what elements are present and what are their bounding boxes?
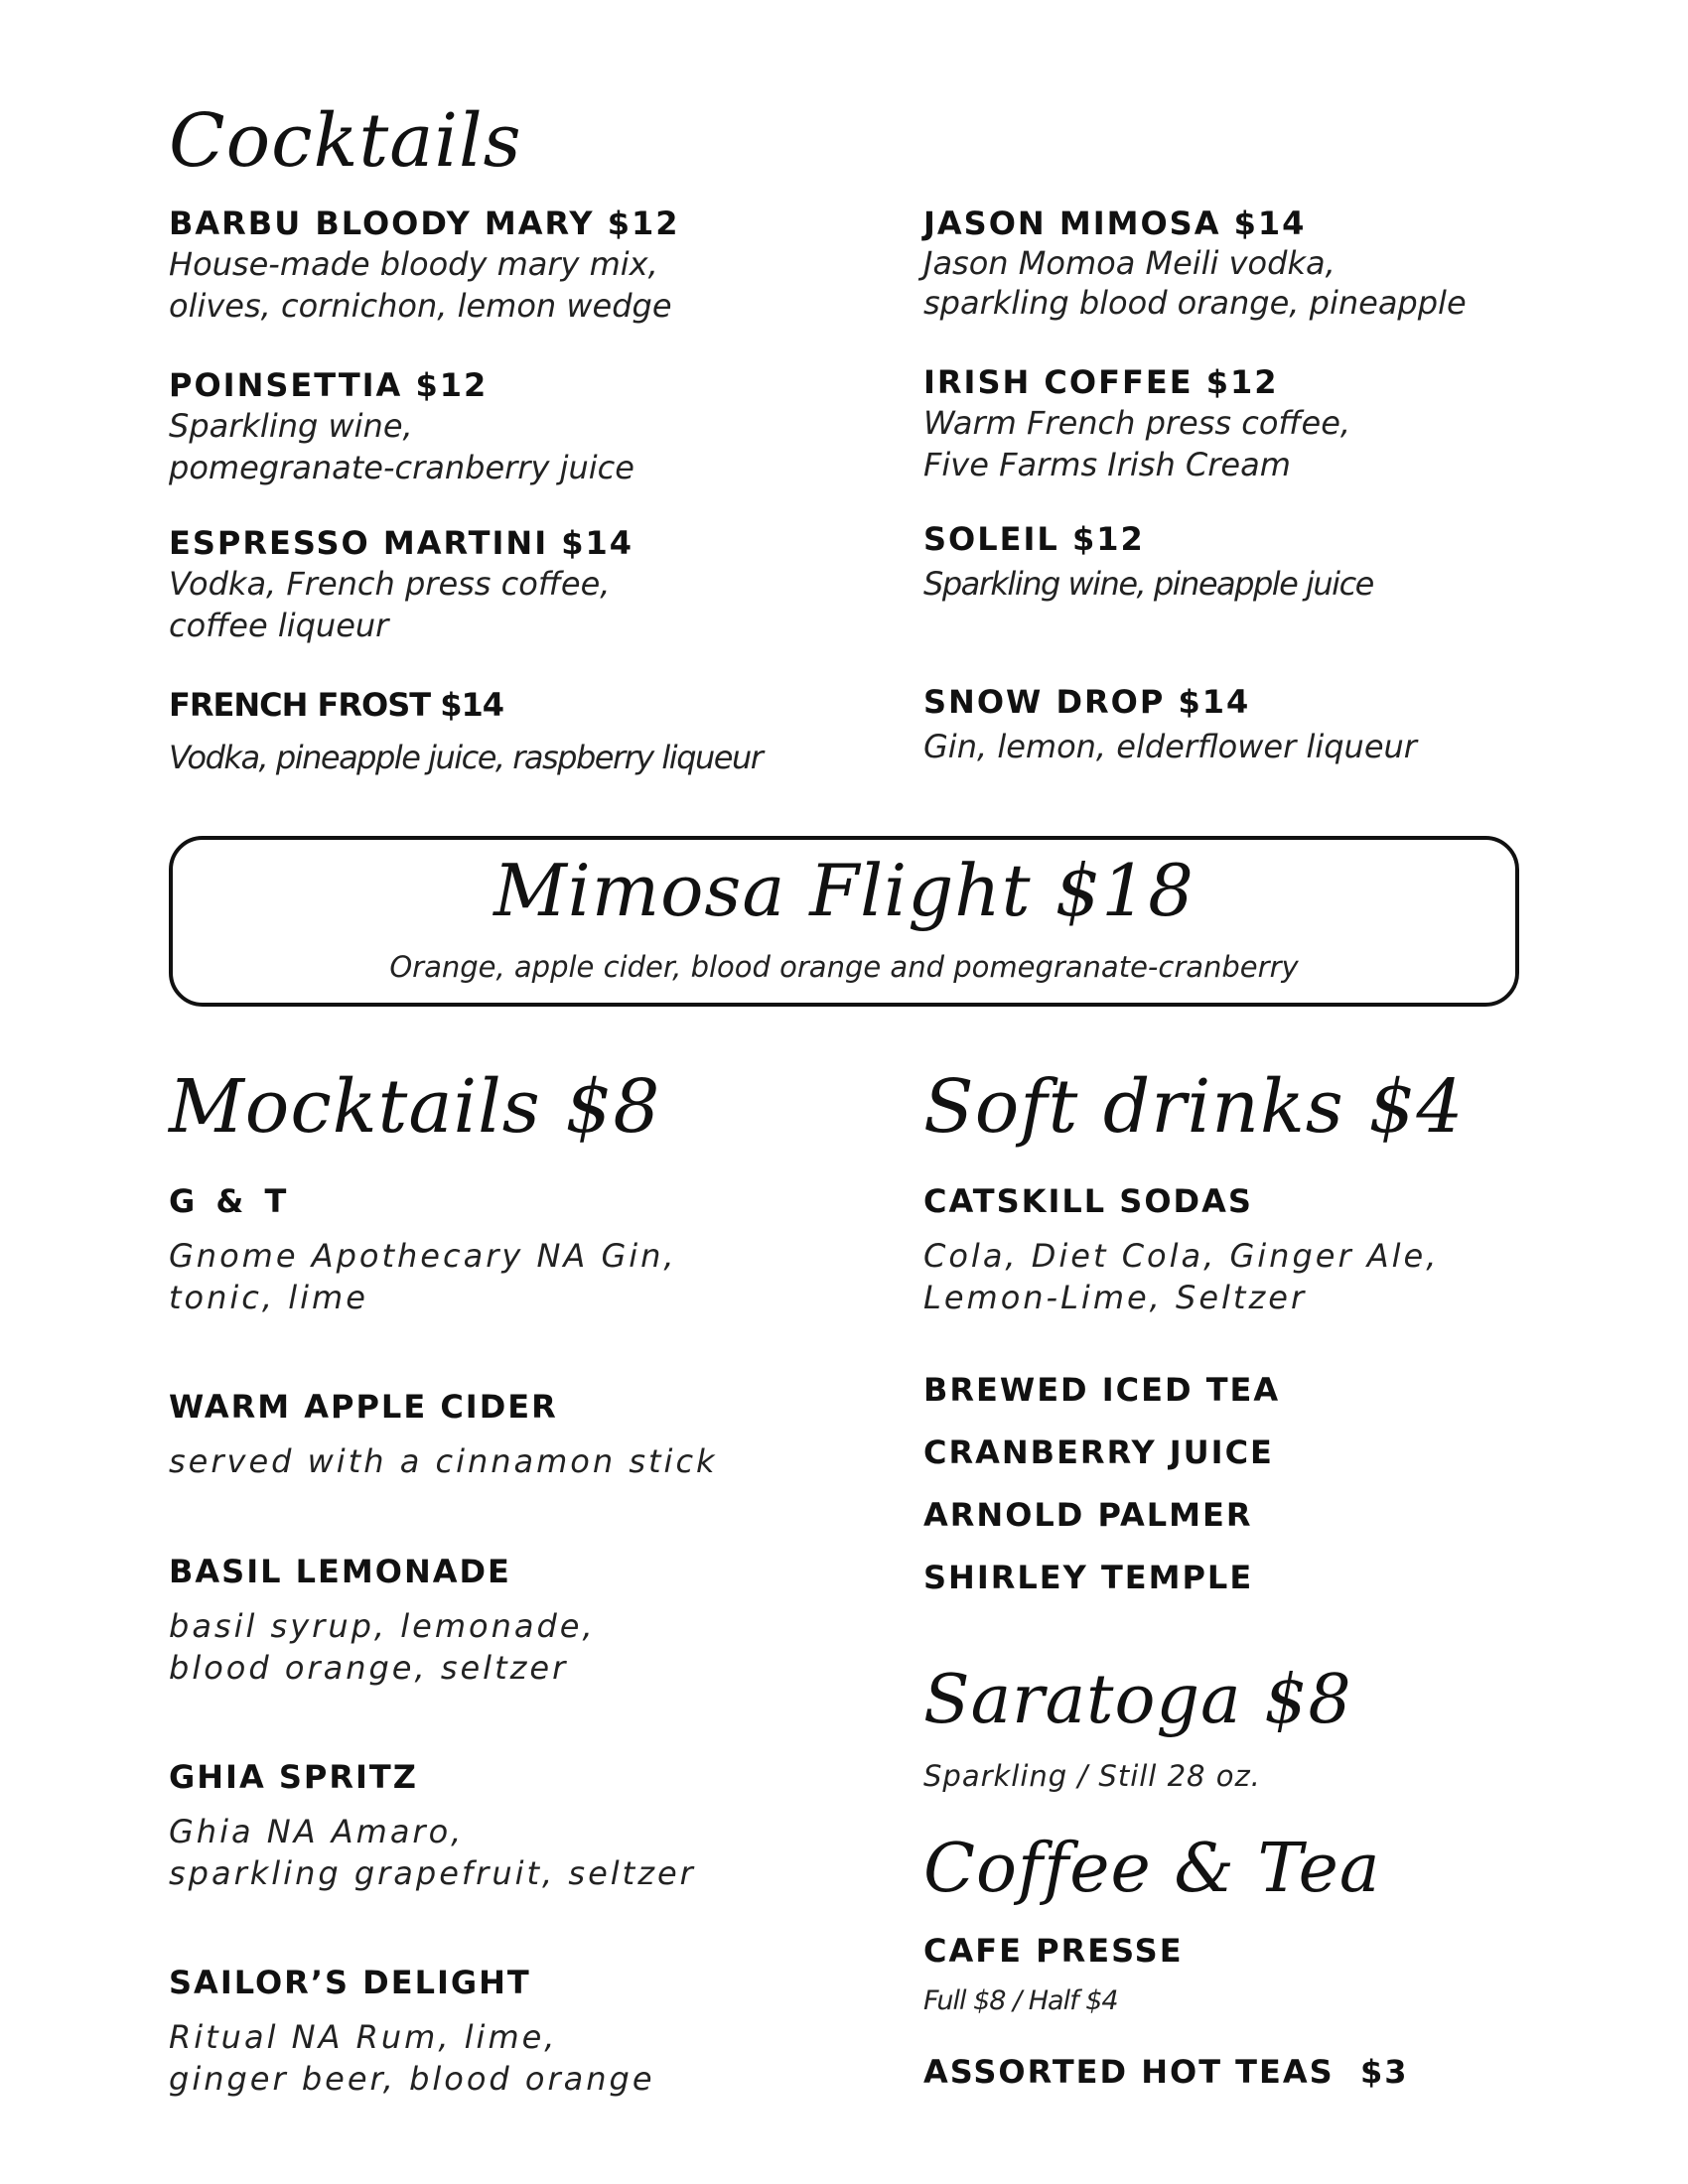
item-name: FRENCH FROST $14 [169,686,504,724]
item-name: POINSETTIA $12 [169,366,489,404]
item-description: sparkling blood orange, pineapple [923,284,1467,322]
item-description: Warm French press coffee, [923,404,1351,442]
item-name: SOLEIL $12 [923,520,1145,558]
menu-item-espresso-martini [169,523,884,646]
menu-item-warm-apple-cider [169,1387,884,1482]
item-description: pomegranate-cranberry juice [169,449,634,486]
item-description: Jason Momoa Meili vodka, [923,244,1336,282]
item-name: ESPRESSO MARTINI $14 [169,524,634,562]
item-name: IRISH COFFEE $12 [923,363,1279,401]
item-description: served with a cinnamon stick [169,1442,718,1480]
menu-item-brewed-iced-tea: BREWED ICED TEA [923,1371,1281,1409]
item-description: coffee liqueur [169,607,389,644]
menu-item-shirley-temple: SHIRLEY TEMPLE [923,1559,1254,1596]
item-name: CATSKILL SODAS [923,1182,1253,1220]
menu-item-poinsettia [169,365,884,488]
coffee-tea-heading: Coffee & Tea [923,1830,1381,1908]
item-description: Ghia NA Amaro, [169,1813,465,1850]
saratoga-heading: Saratoga $8 [923,1661,1352,1739]
item-description: Sparkling wine, [169,407,413,445]
item-description: Vodka, pineapple juice, raspberry liqueur [169,739,763,776]
item-description: ginger beer, blood orange [169,2060,655,2098]
item-name: G & T [169,1182,292,1220]
menu-item-ghia-spritz [169,1757,884,1894]
item-description: House-made bloody mary mix, [169,245,658,283]
item-name: JASON MIMOSA $14 [923,205,1307,242]
menu-item-g-and-t [169,1181,884,1318]
menu-item-assorted-hot-teas: ASSORTED HOT TEAS $3 [923,2053,1409,2091]
item-description: Sparkling wine, pineapple juice [923,565,1373,603]
mocktails-heading: Mocktails $8 [169,1064,661,1150]
item-name: BASIL LEMONADE [169,1553,511,1590]
cocktails-heading: Cocktails [169,98,522,184]
menu-item-catskill-sodas [923,1181,1638,1318]
menu-item-jason-mimosa [923,204,1638,323]
item-description: Lemon-Lime, Seltzer [923,1279,1308,1316]
item-name: SAILOR’S DELIGHT [169,1964,531,2001]
menu-item-barbu-bloody-mary [169,204,884,327]
menu-item-cafe-presse: CAFE PRESSE [923,1932,1184,1970]
item-description: Five Farms Irish Cream [923,446,1291,483]
mimosa-flight-title: Mimosa Flight $18 [493,849,1195,932]
menu-item-snow-drop [923,682,1638,767]
item-description: blood orange, seltzer [169,1649,569,1687]
menu-item-sailors-delight [169,1963,884,2100]
item-description: Gin, lemon, elderflower liqueur [923,728,1417,765]
item-description: Ritual NA Rum, lime, [169,2018,558,2056]
item-name: GHIA SPRITZ [169,1758,418,1796]
item-description: Gnome Apothecary NA Gin, [169,1237,677,1275]
soft-drinks-heading: Soft drinks $4 [923,1064,1465,1150]
menu-item-french-frost [169,685,884,778]
menu-item-basil-lemonade [169,1552,884,1689]
item-name: SNOW DROP $14 [923,683,1251,721]
item-description: olives, cornichon, lemon wedge [169,287,672,325]
menu-item-soleil [923,519,1638,605]
item-description: basil syrup, lemonade, [169,1607,596,1645]
item-description: Cola, Diet Cola, Ginger Ale, [923,1237,1440,1275]
menu-item-irish-coffee [923,362,1638,485]
mimosa-flight-box [169,836,1519,1007]
menu-item-arnold-palmer: ARNOLD PALMER [923,1496,1253,1534]
item-name: BARBU BLOODY MARY $12 [169,205,680,242]
menu-item-cranberry-juice: CRANBERRY JUICE [923,1433,1274,1471]
cafe-presse-description: Full $8 / Half $4 [923,1985,1118,2016]
item-description: sparkling grapefruit, seltzer [169,1854,696,1892]
saratoga-description: Sparkling / Still 28 oz. [923,1759,1261,1793]
item-description: Vodka, French press coffee, [169,565,611,603]
mimosa-flight-description: Orange, apple cider, blood orange and pomegranate-cranberry [389,950,1299,984]
item-name: WARM APPLE CIDER [169,1388,558,1426]
item-description: tonic, lime [169,1279,368,1316]
